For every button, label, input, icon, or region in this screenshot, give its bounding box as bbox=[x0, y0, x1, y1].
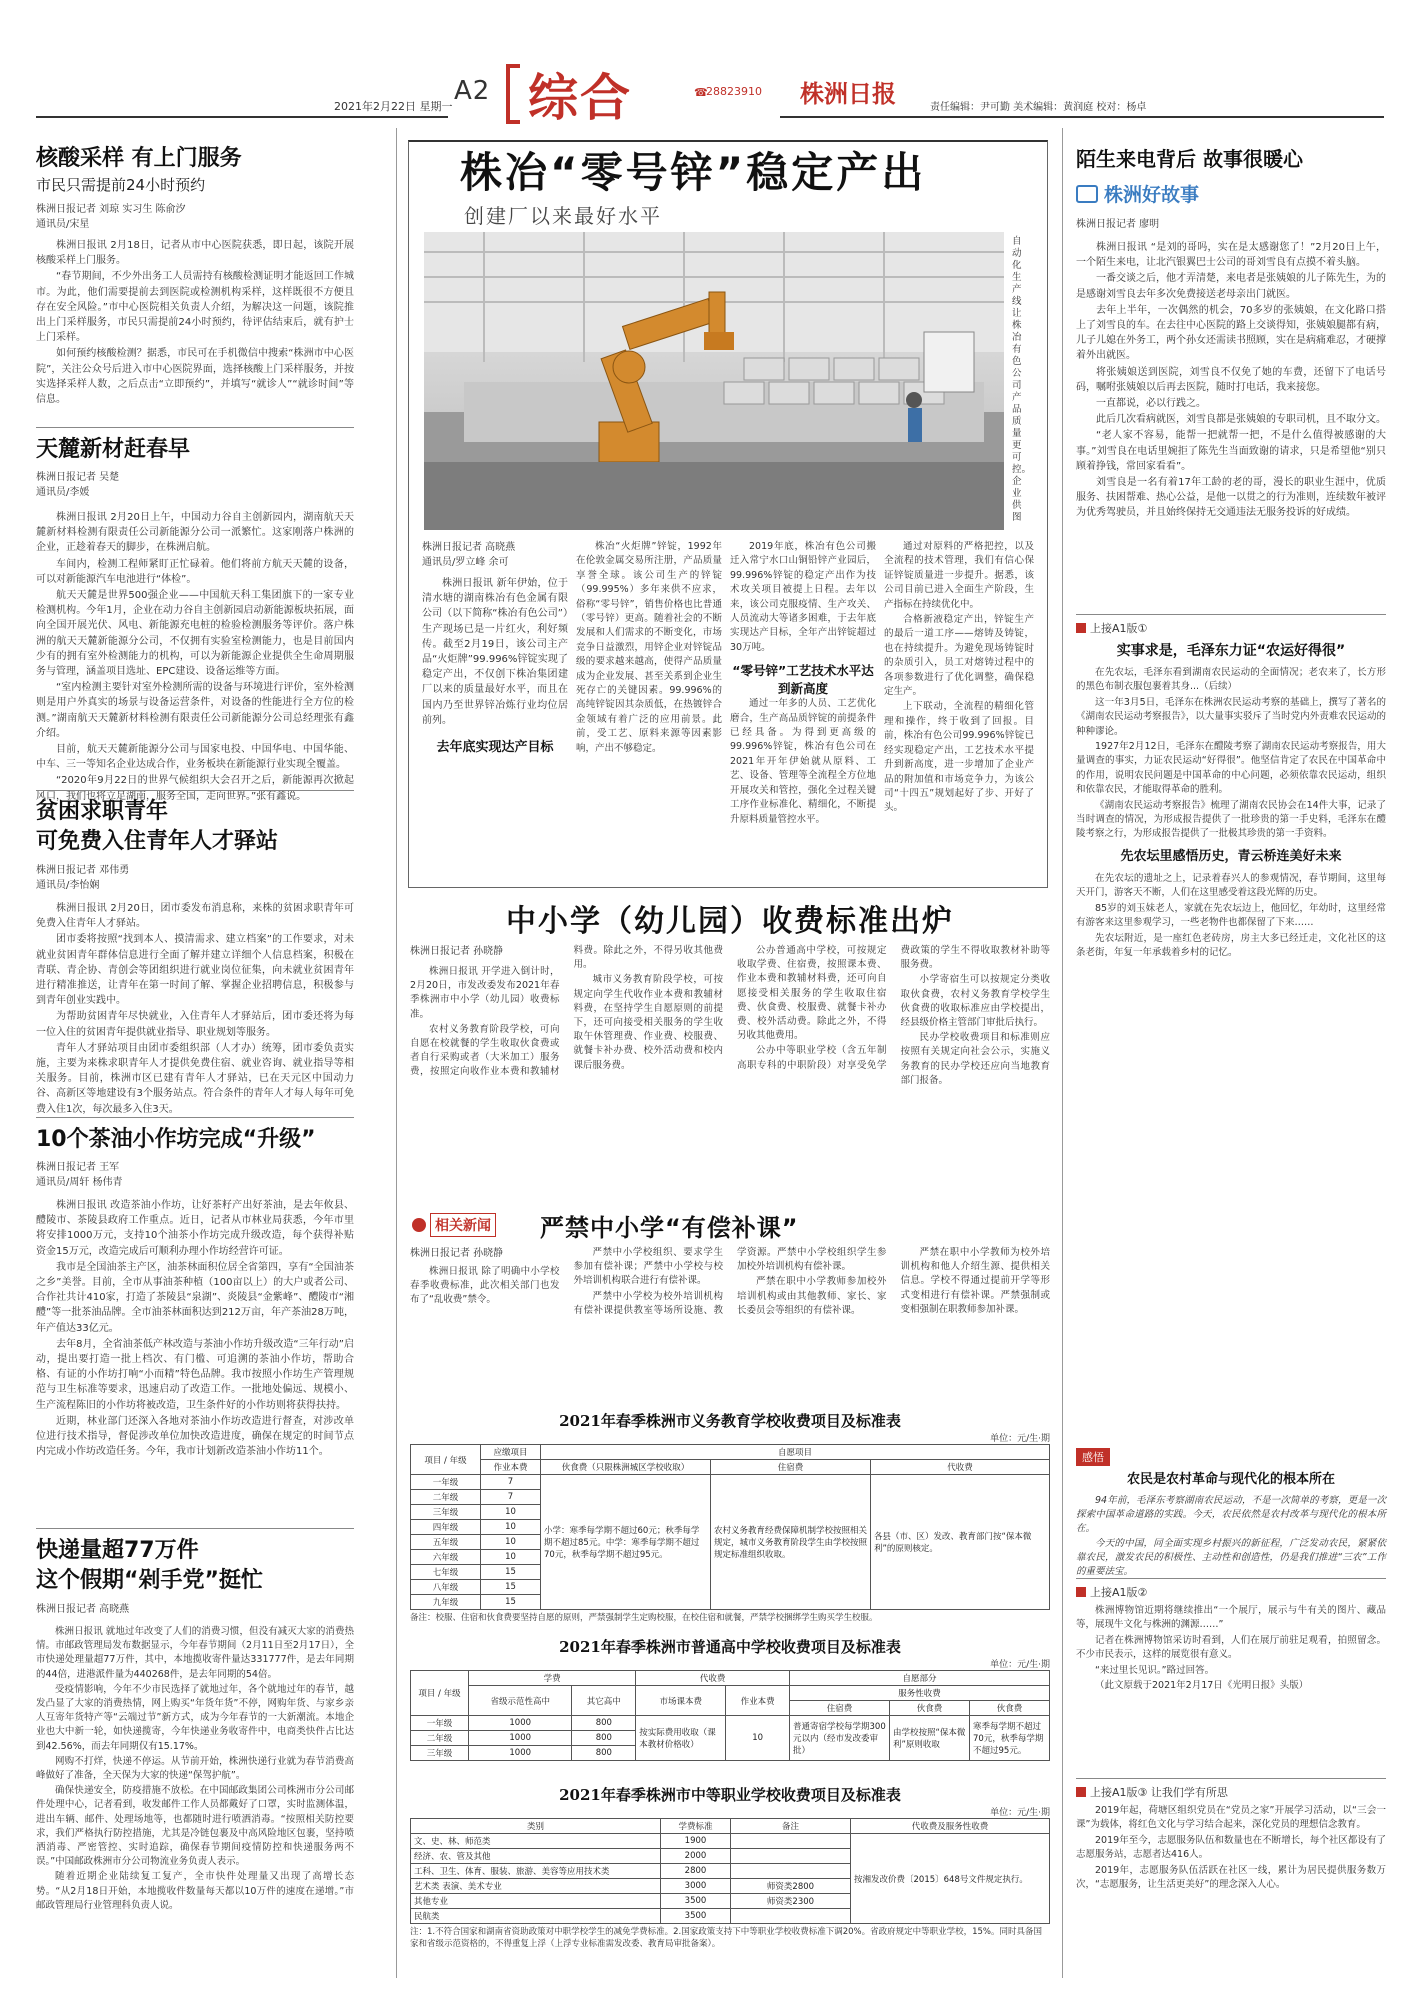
paragraph: 株洲日报讯 2月20日上午，中国动力谷自主创新园内，湖南航天天麓新材料检测有限责任公司新能源分公司一派繁忙。这家刚落户株洲的企业，正趁着春天的脚步，在株洲启航。 bbox=[36, 512, 354, 554]
headline: 实事求是，毛泽东力证“农运好得很” bbox=[1116, 643, 1346, 659]
paragraph: 航天天麓是世界500强企业——中国航天科工集团旗下的一家专业检测机构。今年1月，企业在动力谷自主创新园启动新能源板块拓展，面向全国开展光伏、风电、新能源充电桩的检验检测服务等评价。落户株洲的航天天麓新能源分公司，不仅拥有实验室检测能力，也是目前国内少有的拥有室外检测能力的机构，可以为新能源企业提供全生命周期服务与管理，涵盖项目选址、EPC建设、设备运维等方面。 bbox=[36, 590, 354, 678]
lead-photo bbox=[424, 232, 1004, 530]
table-title: 2021年春季株洲市中等职业学校收费项目及标准表 bbox=[559, 1786, 901, 1804]
article-body bbox=[422, 576, 568, 728]
header-cell bbox=[970, 1701, 1050, 1716]
header-cell: 项目 bbox=[424, 1455, 442, 1466]
table-compulsory-education bbox=[410, 1410, 1050, 1624]
value-cell bbox=[731, 1909, 851, 1924]
related-news-label: 相关新闻 bbox=[430, 1213, 496, 1237]
category-cell: 民航类 bbox=[411, 1909, 661, 1924]
header-cell: 学费标准 bbox=[661, 1819, 731, 1834]
value-cell: 2000 bbox=[661, 1849, 731, 1864]
paragraph: 一番交谈之后，他才弄清楚，来电者是张姨娘的儿子陈先生，为的是感谢刘雪良去年多次免费接送老母亲出门就医。 bbox=[1076, 273, 1386, 300]
paragraph: 车间内，检测工程师紧盯正忙碌着。他们将前方航天天麓的设备，可以对新能源汽车电池进行“体检”。 bbox=[36, 558, 354, 585]
table-note: 注：1.不符合国家和湖南省资助政策对中职学校学生的减免学费标准。2.国家政策支持下中等职业学校收费标准下调20%。省政府规定中等职业学校，15%。同时具备国家和省级示范资格的，不得重复上浮（上浮专业标准需发改委、教育局审批备案）。 bbox=[410, 1927, 1043, 1949]
value-cell: 3500 bbox=[661, 1894, 731, 1909]
paragraph: 公办中等职业学校（含五年制高职专科的中职阶段）对享受免学费政策的学生不得收取教材补助等服务费。 bbox=[737, 945, 1050, 1071]
value-cell: 普通寄宿学校每学期300元以内（经市发改委审批） bbox=[790, 1716, 890, 1761]
paragraph: 公办普通高中学校，可按规定收取学费、住宿费，按照课本费、作业本费和教辅材料费，还可向自愿接受相关服务的学生收取住宿费、伙食费、校服费、就餐卡补办费、校外活动费。除此之外，不得另收其他费用。 bbox=[737, 945, 887, 1042]
byline: 株洲日报记者 孙晓静 bbox=[410, 1248, 504, 1259]
masthead-bracket-left bbox=[506, 64, 520, 124]
header-cell: 代收费 bbox=[636, 1671, 790, 1686]
bullet-icon bbox=[1076, 1587, 1086, 1597]
grade-cell: 一年级 bbox=[411, 1475, 481, 1490]
value-cell: 1000 bbox=[469, 1731, 572, 1746]
paragraph: 株洲日报讯 就地过年改变了人们的消费习惯，但没有减灭大家的消费热情。市邮政管理局发布数据显示，今年春节期间（2月11日至2月17日），全市快递处理量超77万件，其中，本地揽收寄件量达331777件，是去年同期的44倍，进港派件量为440268件，是去年同期的54倍。 bbox=[36, 1626, 354, 1680]
bullet-icon bbox=[1076, 1787, 1086, 1797]
byline: 株洲日报记者 高晓燕 bbox=[36, 1604, 130, 1615]
paragraph: 我市是全国油茶主产区，油茶林面积位居全省第四，享有“全国油茶之乡”美誉。目前，全市从事油茶种植（100亩以上）的大户或者公司、合作社共计410家，打造了茶陵县“泉湖”、炎陵县“金紫峰”、醴陵市“湘醴”等一批茶油品牌。全市油茶林面积达到212万亩，年产茶油28万吨，年产值达33亿元。 bbox=[36, 1261, 354, 1334]
header-cell: 备注 bbox=[731, 1819, 851, 1834]
byline: 株洲日报记者 吴楚 bbox=[36, 472, 120, 483]
value-cell: 按实际费用收取（课本教材价格收） bbox=[636, 1716, 726, 1761]
table-title: 2021年春季株洲市义务教育学校收费项目及标准表 bbox=[559, 1412, 901, 1430]
table-title: 2021年春季株洲市普通高中学校收费项目及标准表 bbox=[559, 1638, 901, 1656]
divider bbox=[36, 427, 354, 428]
book-icon bbox=[1076, 185, 1098, 203]
byline: 通讯员/宋星 bbox=[36, 219, 90, 230]
article-body bbox=[1076, 1604, 1386, 1693]
lead-body-col-4 bbox=[884, 540, 1034, 817]
header-cell-text: 伙食费 bbox=[996, 1704, 1023, 1714]
value-cell: 10 bbox=[481, 1550, 541, 1565]
byline: 株洲日报记者 高晓燕 bbox=[422, 542, 516, 553]
value-cell: 15 bbox=[481, 1565, 541, 1580]
header-cell: 年级 bbox=[443, 1689, 461, 1699]
header-cell: 自愿部分 bbox=[790, 1671, 1050, 1686]
category-cell: 文、史、林、师范类 bbox=[411, 1834, 661, 1849]
article-body bbox=[730, 540, 876, 655]
lead-body-col-1 bbox=[422, 540, 568, 755]
paragraph: 株洲日报讯 2月18日，记者从市中心医院获悉，即日起，该院开展核酸采样上门服务。 bbox=[36, 240, 354, 267]
value-cell: 3000 bbox=[661, 1879, 731, 1894]
masthead-page-number: A2 bbox=[454, 76, 491, 106]
header-cell: 代收费及服务性收费 bbox=[851, 1819, 1050, 1834]
value-cell: 7 bbox=[481, 1490, 541, 1505]
article-reflection bbox=[1076, 1446, 1386, 1580]
masthead-section: 综合 bbox=[528, 69, 632, 127]
column-name: 株洲好故事 bbox=[1104, 184, 1200, 206]
lead-headline: 株冶“零号锌”稳定产出 bbox=[460, 148, 927, 197]
article-body bbox=[1076, 666, 1386, 842]
article-tea-oil bbox=[36, 1124, 354, 1460]
section-subhead: 去年底实现达产目标 bbox=[436, 740, 554, 756]
article-body bbox=[730, 697, 876, 827]
paragraph: 严禁中小学校组织、要求学生参加有偿补课；严禁中小学校与校外培训机构联合进行有偿补课。 bbox=[573, 1247, 723, 1287]
paragraph: 1927年2月12日，毛泽东在醴陵考察了湖南农民运动考察报告，用大量调查的事实，力证农民运动“好得很”。他坚信肯定了农民在中国革命中的作用，说明农民问题是中国革命的中心问题，必须依靠农民运动，组织和依靠农民，才能取得革命的胜利。 bbox=[1076, 741, 1386, 796]
article-express bbox=[36, 1536, 354, 1914]
byline: 通讯员/李媛 bbox=[36, 487, 90, 498]
value-cell: 1900 bbox=[661, 1834, 731, 1849]
paragraph: 民办学校收费项目和标准则应按照有关规定向社会公示，实施义务教育的民办学校还应向当地教育部门报备。 bbox=[900, 1032, 1050, 1086]
paragraph: 将张姨娘送到医院，刘雪良不仅免了她的车费，还留下了电话号码，嘱咐张姨娘以后再去医院，随时打电话，我来接您。 bbox=[1076, 366, 1386, 393]
paragraph: 网购不打烊，快递不停运。从节前开始，株洲快递行业就为春节消费高峰做好了准备，全天保为大家的快递“保驾护航”。 bbox=[36, 1755, 354, 1782]
byline: 株洲日报记者 刘琼 实习生 陈俞汐 bbox=[36, 204, 186, 215]
value-cell: 师资类2300 bbox=[731, 1894, 851, 1909]
paragraph: 2019年至今，志愿服务队伍和数量也在不断增长，每个社区都设有了志愿服务站，志愿者达416人。 bbox=[1076, 1834, 1386, 1861]
divider bbox=[36, 1528, 354, 1529]
header-cell: 类别 bbox=[411, 1819, 661, 1834]
article-body bbox=[1076, 1494, 1386, 1579]
header-cell: 市场课本费 bbox=[636, 1686, 726, 1716]
value-cell: 10 bbox=[481, 1535, 541, 1550]
continue-label bbox=[1076, 1784, 1386, 1800]
paragraph: 上下联动，全流程的精细化管理和操作，终于收到了回报。目前，株冶有色公司99.996%锌锭已经实现稳定产出，工艺技术水平提升到新高度，进一步增加了企业产品的附加值和市场竞争力，为该公司“十四五”规划起好了步、开好了头。 bbox=[884, 701, 1034, 814]
paragraph: “来过里长见识。”路过回答。 bbox=[1095, 1664, 1215, 1676]
subheadline: 市民只需提前24小时预约 bbox=[36, 176, 206, 194]
header-cell: 作业本费 bbox=[726, 1686, 790, 1716]
value-cell: 2800 bbox=[661, 1864, 731, 1879]
headline: 陌生来电背后 故事很暖心 bbox=[1076, 147, 1303, 171]
article-body bbox=[36, 901, 354, 1117]
paragraph: 株冶“火炬牌”锌锭，1992年在伦敦金属交易所注册，产品质量享誉全球。该公司生产的锌锭（99.995%）多年来供不应求，俗称“零号锌”，销售价格也比普通（零号锌）更高。随着社会的不断发展和人们需求的不断变化，市场竞争日益激烈，用锌企业对锌锭品级的要求越来越高，使得产品质量成为企业发展、甚至关系到企业生死存亡的关键因素。99.996%的高纯锌锭因其杂质低，在热镀锌合金领域有着广泛的应用前景。此前，受工艺、原料来源等因素影响，产出不够稳定。 bbox=[576, 541, 722, 754]
masthead-date: 2021年2月22日 星期一 bbox=[334, 100, 453, 113]
related-news-tag bbox=[412, 1214, 496, 1236]
category-cell: 其他专业 bbox=[411, 1894, 661, 1909]
headline: 贫困求职青年 bbox=[36, 799, 169, 824]
related-news-icon bbox=[412, 1218, 426, 1232]
paragraph: 株洲日报讯 “是刘的哥吗，实在是太感谢您了！”2月20日上午，一个陌生来电，让北汽银翼巴士公司的哥刘雪良有点摸不着头脑。 bbox=[1076, 242, 1386, 269]
article-body bbox=[36, 1625, 354, 1913]
header-cell: 伙食费 bbox=[890, 1701, 970, 1716]
article-body bbox=[1076, 1804, 1386, 1892]
article-body bbox=[410, 944, 1050, 1088]
related-headline: 严禁中小学“有偿补课” bbox=[540, 1214, 799, 1242]
value-cell: 1000 bbox=[469, 1746, 572, 1761]
grade-cell: 三年级 bbox=[411, 1505, 481, 1520]
value-cell: 各县（市、区）发改、教育部门按“保本微利”的原则核定。 bbox=[871, 1475, 1050, 1610]
article-warm-story bbox=[1076, 144, 1386, 522]
fee-body bbox=[410, 944, 1050, 1206]
paragraph: 2019年，志愿服务队伍活跃在社区一线，累计为居民提供服务数万次，“志愿服务，让生活更美好”的理念深入人心。 bbox=[1076, 1864, 1386, 1891]
grade-cell: 一年级 bbox=[411, 1716, 469, 1731]
paragraph: 通过对原料的严格把控，以及全流程的技术管理，我们有信心保证锌锭质量进一步提升。据悉，该公司目前已进入全面生产阶段，生产指标在持续优化中。 bbox=[884, 541, 1034, 610]
grade-cell: 八年级 bbox=[411, 1580, 481, 1595]
continue-label-text: 上接A1版② bbox=[1090, 1586, 1148, 1599]
header-cell: 伙食费（只限株洲城区学校收取） bbox=[541, 1460, 711, 1475]
article-tianlu bbox=[36, 434, 354, 805]
paragraph: “老人家不容易，能帮一把就帮一把，不是什么值得被感谢的大事。”刘雪良在电话里婉拒了陈先生当面致谢的请求，只是希望他“别只顾着挣钱，常回家看看”。 bbox=[1076, 430, 1386, 472]
paragraph: 2019年起，荷塘区组织党员在“党员之家”开展学习活动，以“三会一课”为载体，将红色文化与学习结合起来，深化党员的理想信念教育。 bbox=[1076, 1805, 1386, 1831]
grade-cell: 四年级 bbox=[411, 1520, 481, 1535]
photo-caption: 自动化生产线让株冶有色公司产品质量更可控。 企业供图 bbox=[1012, 236, 1032, 523]
continue-label bbox=[1076, 620, 1386, 636]
paragraph: 先农坛附近，是一座红色老砖房，房主大多已经迁走，文化社区的这条老街，年复一年承载着乡村的记忆。 bbox=[1076, 932, 1386, 958]
header-cell: 自愿项目 bbox=[541, 1445, 1050, 1460]
header-cell: 年级 bbox=[449, 1455, 467, 1466]
paragraph: 严禁中小学校为校外培训机构有偿补课提供教室等场所设施、教学资源。严禁中小学校组织学生参加校外培训机构有偿补课。 bbox=[573, 1247, 887, 1316]
paragraph: 如何预约核酸检测？据悉，市民可在手机微信中搜索“株洲市中心医院”，关注公众号后进入市中心医院界面，选择核酸上门采样服务，并按实选择采样人数，之后点击“立即预约”，并填写“就诊人”“就诊时间”等信息。 bbox=[36, 348, 354, 406]
category-cell: 工科、卫生、体育、服装、旅游、美容等应用技术类 bbox=[411, 1864, 661, 1879]
paragraph: 85岁的刘玉妹老人，家就在先农坛边上，他回忆，年幼时，这里经常有游客来这里参观学习，一些老物件也都保留了下来…… bbox=[1076, 902, 1386, 929]
divider bbox=[36, 790, 354, 791]
reflection-label bbox=[1076, 1446, 1386, 1466]
byline: 株洲日报记者 邓伟勇 bbox=[36, 865, 130, 876]
article-body bbox=[1076, 872, 1386, 960]
paragraph: 小学寄宿生可以按规定分类收取伙食费，农村义务教育学校学生伙食费的收取标准应由学校提出，经县级价格主管部门审批后执行。 bbox=[900, 974, 1050, 1029]
header-cell: 其它高中 bbox=[572, 1686, 636, 1716]
bullet-icon bbox=[1076, 623, 1086, 633]
value-cell: 7 bbox=[481, 1475, 541, 1490]
continue-label-text: 上接A1版③ 让我们学有所思 bbox=[1090, 1786, 1228, 1799]
continue-label-text: 上接A1版① bbox=[1090, 622, 1148, 635]
divider bbox=[1076, 1778, 1386, 1779]
table-unit: 单位：元/生·期 bbox=[990, 1660, 1050, 1670]
paragraph: 确保快递安全，防疫措施不放松。在中国邮政集团公司株洲市分公司邮件处理中心，记者看到，收发邮件工作人员都戴好了口罩，实时监测体温，进出车辆、邮件、处理场地等，也都随时进行喷洒消毒。“按照相关防控要求，我们严格执行防控措施，尤其是冷链包裹及中高风险地区包裹，坚持喷洒消毒、严密管控、实时追踪，确保春节期间疫情防控和快递服务两不误。”中国邮政株洲市分公司物流业务负责人表示。 bbox=[36, 1785, 354, 1868]
paragraph: 团市委将按照“找到本人、摸清需求、建立档案”的工作要求，对未就业贫困青年群体信息进行全面了解并建立详细个人信息档案，积极在青联、青企协、青创会等团组织进行就业岗位征集，向未就业贫困青年进行精准推送，让青年在第一时间了解、掌握企业招聘信息，积极参与到青年创业实践中。 bbox=[36, 934, 354, 1007]
fee-table: 项目 / 年级 学费 代收费 自愿部分 省级示范性高中 其它高中 市场课本费 作业本费 服务性收费 住宿费 伙食费 伙食费 一年级 1000 800 按实际费用收取（课本教材价格收） 10 普通寄宿学校每学期300元以内（经市发改委审批） 由学校按照“保本微利”原则收取 寒季每学期不超过70元，秋季每学期不超过95元。 二年级 1000 800 三年级 1000 800 bbox=[410, 1670, 1050, 1761]
paragraph: “春节期间，不少外出务工人员需持有核酸检测证明才能返回工作城市。为此，他们需要提前去到医院或检测机构采样，这样既很不方便且存在安全风险。”市中心医院相关负责人介绍，为解决这一问题，该院推出上门采样服务，市民只需提前24小时预约，待评估结束后，就有护士上门采样。 bbox=[36, 271, 354, 344]
masthead-editors: 责任编辑：尹可勤 美术编辑：黄润庭 校对：杨卓 bbox=[930, 102, 1147, 113]
header-cell: 作业本费 bbox=[481, 1460, 541, 1475]
value-cell: 1000 bbox=[469, 1716, 572, 1731]
paragraph: 为帮助贫困青年尽快就业，入住青年人才驿站后，团市委还将为每一位入住的贫困青年提供就业指导、职业规划等服务。 bbox=[36, 1011, 354, 1038]
paragraph: 受疫情影响，今年不少市民选择了就地过年，各个就地过年的春节，越发凸显了大家的消费热情，网上购买“年货年货”不停，网购年货、与家乡亲人互寄年货特产等“云端过节”新方式，成为今年春节的一大新潮流。本地企业也大中新一轮，如快递揽寄，今年快递业务收寄件中，电商类快件占比达到42.56%，而去年同期仅有15.17%。 bbox=[36, 1683, 354, 1752]
article-youth-station bbox=[36, 797, 354, 1118]
masthead-hotline: 28823910 bbox=[706, 85, 762, 98]
masthead-paper-name: 株洲日报 bbox=[800, 79, 896, 108]
value-cell: 15 bbox=[481, 1580, 541, 1595]
headline: 可免费入住青年人才驿站 bbox=[36, 829, 279, 854]
masthead bbox=[0, 0, 1420, 150]
paragraph: 严禁在职中小学教师参加校外培训机构或由其他教师、家长、家长委员会等组织的有偿补课。 bbox=[737, 1276, 887, 1316]
header-cell: 住宿费 bbox=[790, 1701, 890, 1716]
byline: 通讯员/李怡娴 bbox=[36, 880, 100, 891]
paragraph: （此文原载于2021年2月17日《光明日报》头版） bbox=[1095, 1680, 1309, 1692]
table-vocational bbox=[410, 1784, 1050, 1950]
byline: 通讯员/罗立峰 余可 bbox=[422, 557, 509, 568]
section-subhead: “零号锌”工艺技术水平达到新高度 bbox=[732, 663, 874, 697]
value-cell: 农村义务教育经费保障机制学校按照相关规定，城市义务教育阶段学生由学校按照规定标准组织收取。 bbox=[711, 1475, 871, 1610]
header-cell: 应缴项目 bbox=[481, 1445, 541, 1460]
lead-body-col-2 bbox=[576, 540, 722, 757]
headline: 天麓新材赶春早 bbox=[36, 437, 191, 462]
grade-cell: 二年级 bbox=[411, 1731, 469, 1746]
byline: 通讯员/周轩 杨伟青 bbox=[36, 1177, 123, 1188]
column-logo bbox=[1076, 180, 1386, 207]
byline: 株洲日报记者 王军 bbox=[36, 1162, 120, 1173]
paragraph: 刘雪良是一名有着17年工龄的老的哥，漫长的职业生涯中，优质服务、扶困帮难、热心公益，是他一以贯之的行为准则，连续数年被评为优秀驾驶员，并且始终保持无交通违法无服务投诉的好成绩。 bbox=[1076, 477, 1386, 519]
value-cell: 800 bbox=[572, 1731, 636, 1746]
table-note: 备注：校服、住宿和伙食费要坚持自愿的原则，严禁强制学生定购校服，在校住宿和就餐，严禁学校捆绑学生购买学生校服。 bbox=[410, 1613, 878, 1623]
paragraph: 通过一年多的人员、工艺优化磨合，生产高品质锌锭的前提条件已经具备。为得到更高级的99.996%锌锭，株冶有色公司在2021年开年伊始就从原料、工艺、设备、管理等全流程全方位地开展攻关和管控，强化全过程关键工序作业标准化、精细化，不断提升原料质量管控水平。 bbox=[730, 698, 876, 825]
byline: 株洲日报记者 廖明 bbox=[1076, 219, 1160, 230]
fee-headline: 中小学（幼儿园）收费标准出炉 bbox=[506, 904, 954, 939]
headline: 10个茶油小作坊完成“升级” bbox=[36, 1127, 316, 1152]
value-cell: 3500 bbox=[661, 1909, 731, 1924]
header-cell: 学费 bbox=[469, 1671, 636, 1686]
hotline-icon: ☎ bbox=[694, 86, 708, 99]
value-cell bbox=[731, 1834, 851, 1849]
table-unit: 单位：元/生·期 bbox=[990, 1434, 1050, 1444]
grade-cell: 二年级 bbox=[411, 1490, 481, 1505]
article-body bbox=[36, 1198, 354, 1459]
column-rule bbox=[396, 128, 397, 1978]
byline: 株洲日报记者 孙晓静 bbox=[410, 946, 504, 957]
paragraph: “室内检测主要针对室外检测所需的设备与环境进行评价，室外检测则是用户外真实的场景与设备运营条件，对设备的性能进行全方位的检测。”湖南航天天麓新材料检测有限责任公司新能源分公司总经理张有鑫介绍。 bbox=[36, 682, 354, 739]
masthead-rule-left bbox=[36, 116, 448, 118]
paragraph: 株洲日报讯 2月20日，团市委发布消息称，来株的贫困求职青年可免费入住青年人才驿站。 bbox=[36, 903, 354, 930]
grade-cell: 三年级 bbox=[411, 1746, 469, 1761]
paragraph: 记者在株洲博物馆采访时看到，人们在展厅前驻足观看，拍照留念。不少市民表示，这样的展览很有意义。 bbox=[1076, 1634, 1386, 1661]
reflection-label-text: 感悟 bbox=[1076, 1448, 1110, 1466]
paragraph: 株洲博物馆近期将继续推出“一个展厅，展示与牛有关的图片、藏品等，展现牛文化与株洲的渊源……” bbox=[1076, 1605, 1386, 1631]
divider bbox=[1076, 614, 1386, 615]
value-cell: 小学：寒季每学期不超过60元；秋季每学期不超过85元。中学：寒季每学期不超过70元，秋季每学期不超过95元。 bbox=[541, 1475, 711, 1610]
article-mao-continued bbox=[1076, 620, 1386, 961]
section-subhead: 先农坛里感悟历史，青云桥连美好未来 bbox=[1120, 848, 1342, 864]
headline: 这个假期“剁手党”挺忙 bbox=[36, 1568, 263, 1593]
header-cell: 住宿费 bbox=[711, 1460, 871, 1475]
grade-cell: 九年级 bbox=[411, 1595, 481, 1610]
paragraph: 2019年底，株冶有色公司搬迁入常宁水口山铜铅锌产业园后，99.996%锌锭的稳定产出作为技术攻关项目被提上日程。去年以来，该公司克服疫情、生产攻关、人员流动大等诸多困难，于去年底实现达产目标，全年产出锌锭超过30万吨。 bbox=[730, 541, 876, 653]
paragraph: 城市义务教育阶段学校，可按规定向学生代收作业本费和教辅材料费，在坚持学生自愿原则的前提下，还可向接受相关服务的学生收取午休管理费、作业费、校服费、就餐卡补办费、校外活动费和校内课后服务费。 bbox=[573, 974, 723, 1071]
paragraph: 目前，航天天麓新能源分公司与国家电投、中国华电、中国华能、中车、三一等知名企业达成合作，业务板块在新能源行业实现全覆盖。 bbox=[36, 744, 354, 771]
header-cell: 代收费 bbox=[871, 1460, 1050, 1475]
fee-table: 项目 / 年级 应缴项目 自愿项目 作业本费 伙食费（只限株洲城区学校收取） 住宿费 代收费 一年级 7 小学：寒季每学期不超过60元；秋季每学期不超过85元。中学：寒季每学期不超过70元，秋季每学期不超过95元。 农村义务教育经费保障机制学校按照相关规定，城市义务教育阶段学生由学校按照规定标准组织收取。 各县（市、区）发改、教育部门按“保本微利”的原则核定。 二年级 7 三年级 10 四年级 10 五年级 10 六年级 10 七年级 15 八年级 15 九年级 15 bbox=[410, 1444, 1050, 1610]
divider bbox=[36, 1117, 354, 1118]
lead-subheadline: 创建厂以来最好水平 bbox=[464, 204, 662, 228]
related-body bbox=[410, 1246, 1050, 1404]
value-cell: 10 bbox=[481, 1505, 541, 1520]
article-body bbox=[1076, 240, 1386, 521]
headline: 农民是农村革命与现代化的根本所在 bbox=[1126, 1472, 1335, 1487]
value-cell: 按湘发改价费〔2015〕648号文件规定执行。 bbox=[851, 1834, 1050, 1924]
paragraph: 株洲日报讯 除了明确中小学校春季收费标准，此次相关部门也发布了“乱收费”禁令。 bbox=[410, 1266, 560, 1306]
value-cell: 由学校按照“保本微利”原则收取 bbox=[890, 1716, 970, 1761]
article-body bbox=[576, 540, 722, 756]
paragraph: 在先农坛，毛泽东看到湖南农民运动的全面情况；老农来了，长方形的黑色布制衣服包裹着其身...（后续） bbox=[1076, 667, 1386, 693]
paragraph: 《湖南农民运动考察报告》梳理了湖南农民协会在14件大事，记录了当时调查的情况，为形成报告提供了一批珍贵的第一手史料，毛泽东在醴陵考察之行，为形成报告提供了一批极其珍贵的第一手资料。 bbox=[1076, 799, 1386, 840]
article-nucleic-test bbox=[36, 144, 354, 408]
masthead-rule-right bbox=[780, 116, 1384, 118]
header-cell: 服务性收费 bbox=[790, 1686, 1050, 1701]
factory-robot-illustration bbox=[424, 232, 1004, 530]
column-rule bbox=[1062, 128, 1063, 1978]
paragraph: “2020年9月22日的世界气候组织大会召开之后，新能源再次掀起风口，我们也将立足湖南，服务全国，走向世界。”张有鑫说。 bbox=[36, 775, 354, 802]
paragraph: 这一年3月5日，毛泽东在株洲农民运动考察的基础上，撰写了著名的《湖南农民运动考察报告》，以大量事实驳斥了当时党内外责难农民运动的种种谬论。 bbox=[1076, 696, 1386, 737]
value-cell: 10 bbox=[481, 1520, 541, 1535]
paragraph: 随着近期企业陆续复工复产，全市快件处理量又出现了高增长态势。“从2月18日开始，本地揽收件数量每天都以10万件的速度在递增。”市邮政管理局行业管理科负责人说。 bbox=[36, 1871, 354, 1911]
headline: 快递量超77万件 bbox=[36, 1538, 199, 1563]
paragraph: 去年8月，全省油茶低产林改造与茶油小作坊升级改造“三年行动”启动，提出要打造一批上档次、有门槛、可追溯的茶油小作坊，帮助合格、有证的小作坊打响“小而精”特色品牌。我市按照小作坊生产管理规范与卫生标准等要求，迅速启动了改造工作。一批地处偏远、规模小、生产流程陈旧的小作坊将被改造，卫生条件好的小作坊则将获得扶持。 bbox=[36, 1338, 354, 1411]
article-volunteers-continued bbox=[1076, 1784, 1386, 1893]
paragraph: 青年人才驿站项目由团市委组织部（人才办）统筹，团市委负责实施，主要为来株求职青年人才提供免费住宿、就业咨询、就业指导等相关服务。目前，株洲市区已建有青年人才驿站，已在天元区中国动力谷、高新区等地建设有3个服务站点。符合条件的青年人才每人每年可免费入住1次，每次最多入住3天。 bbox=[36, 1042, 354, 1115]
paragraph: 今天的中国，同全面实现乡村振兴的新征程，广泛发动农民，紧紧依靠农民，激发农民的积极性、主动性和创造性，仍是我们推进“三农”工作的重要法宝。 bbox=[1076, 1538, 1386, 1577]
category-cell: 艺术类 表演、美术专业 bbox=[411, 1879, 661, 1894]
paragraph: 农村义务教育阶段学校，可向自愿在校就餐的学生收取伙食费或者自行采购或者（大米加工）服务费，按照定向收作业本费和教辅材料费。除此之外，不得另收其他费用。 bbox=[410, 945, 723, 1078]
paragraph: 在先农坛的遗址之上，记录着春兴人的参观情况，春节期间，这里每天开门，游客天不断，人们在这里感受着这段光辉的历史。 bbox=[1076, 872, 1386, 899]
value-cell: 15 bbox=[481, 1595, 541, 1610]
category-cell: 经济、农、管及其他 bbox=[411, 1849, 661, 1864]
article-body bbox=[884, 540, 1034, 816]
divider bbox=[1076, 1578, 1386, 1579]
table-unit: 单位：元/生·期 bbox=[990, 1808, 1050, 1818]
lead-body-col-3 bbox=[730, 540, 876, 828]
grade-cell: 七年级 bbox=[411, 1565, 481, 1580]
article-museum-continued bbox=[1076, 1584, 1386, 1694]
paragraph: 近期，林业部门还深入各地对茶油小作坊改造进行督查，对涉改单位进行技术指导，督促涉改单位加快改造进度，确保在规定的时间节点内完成小作坊改造任务。今年，我市计划新改造茶油小作坊11个。 bbox=[36, 1415, 354, 1458]
value-cell: 师资类2800 bbox=[731, 1879, 851, 1894]
value-cell: 10 bbox=[726, 1716, 790, 1761]
paragraph: 94年前，毛泽东考察湖南农民运动，不是一次简单的考察，更是一次探索中国革命道路的实践。今天，农民依然是农村改革与现代化的根本所在。 bbox=[1076, 1495, 1386, 1534]
value-cell: 800 bbox=[572, 1716, 636, 1731]
paragraph: 株洲日报讯 新年伊始，位于清水塘的湖南株冶有色金属有限公司（以下简称“株冶有色公司”）生产现场已是一片红火，利好频传。截至2月19日，该公司主产品“火炬牌”99.996%锌锭实现了稳定产出，不仅创下株冶集团建厂以来的质量最好水平，而且在国内乃至世界锌冶炼行业均位居前列。 bbox=[422, 578, 568, 726]
paragraph: 株洲日报讯 开学进入倒计时，2月20日，市发改委发布2021年春季株洲市中小学（幼儿园）收费标准。 bbox=[410, 966, 560, 1020]
continue-label bbox=[1076, 1584, 1386, 1600]
paragraph: 合格新液稳定产出，锌锭生产的最后一道工序——熔铸及铸锭，也在持续提升。为避免现场铸锭时的杂质引入，员工对熔铸过程中的各项参数进行了优化调整，确保稳定生产。 bbox=[884, 614, 1034, 698]
paragraph: 此后几次看病就医，刘雪良都是张姨娘的专职司机，且不取分文。 bbox=[1096, 414, 1386, 426]
paragraph: 一直都说，必以行践之。 bbox=[1096, 398, 1206, 410]
value-cell: 800 bbox=[572, 1746, 636, 1761]
grade-cell: 六年级 bbox=[411, 1550, 481, 1565]
grade-cell: 五年级 bbox=[411, 1535, 481, 1550]
header-cell: 省级示范性高中 bbox=[469, 1686, 572, 1716]
paragraph: 严禁在职中小学教师为校外培训机构和他人介绍生源、提供相关信息。学校不得通过提前开学等形式变相进行有偿补课。严禁强制或变相强制在职教师参加补课。 bbox=[900, 1247, 1050, 1315]
table-high-school bbox=[410, 1636, 1050, 1761]
article-body bbox=[36, 238, 354, 407]
value-cell bbox=[731, 1849, 851, 1864]
paragraph: 去年上半年，一次偶然的机会，70多岁的张姨娘，在文化路口搭上了刘雪良的车。在去往中心医院的路上交谈得知，张姨娘腿都有病，儿子儿媳在外务工，两个孙女还需读书照顾，实在是病痛难忍，才硬撑着外出就医。 bbox=[1076, 304, 1386, 362]
fee-table bbox=[410, 1818, 1050, 1924]
headline: 核酸采样 有上门服务 bbox=[36, 146, 242, 171]
value-cell: 寒季每学期不超过70元，秋季每学期不超过95元。 bbox=[970, 1716, 1050, 1761]
header-cell: 项目 bbox=[418, 1689, 436, 1699]
article-body bbox=[36, 510, 354, 804]
paragraph: 株洲日报讯 改造茶油小作坊，让好茶籽产出好茶油，是去年攸县、醴陵市、茶陵县政府工作重点。近日，记者从市林业局获悉，今年市里将安排1000万元，支持10个油茶小作坊完成升级改造，每个获得补贴资金15万元，改造完成后可顺利办理小作坊经营许可证。 bbox=[36, 1200, 354, 1257]
value-cell bbox=[731, 1864, 851, 1879]
